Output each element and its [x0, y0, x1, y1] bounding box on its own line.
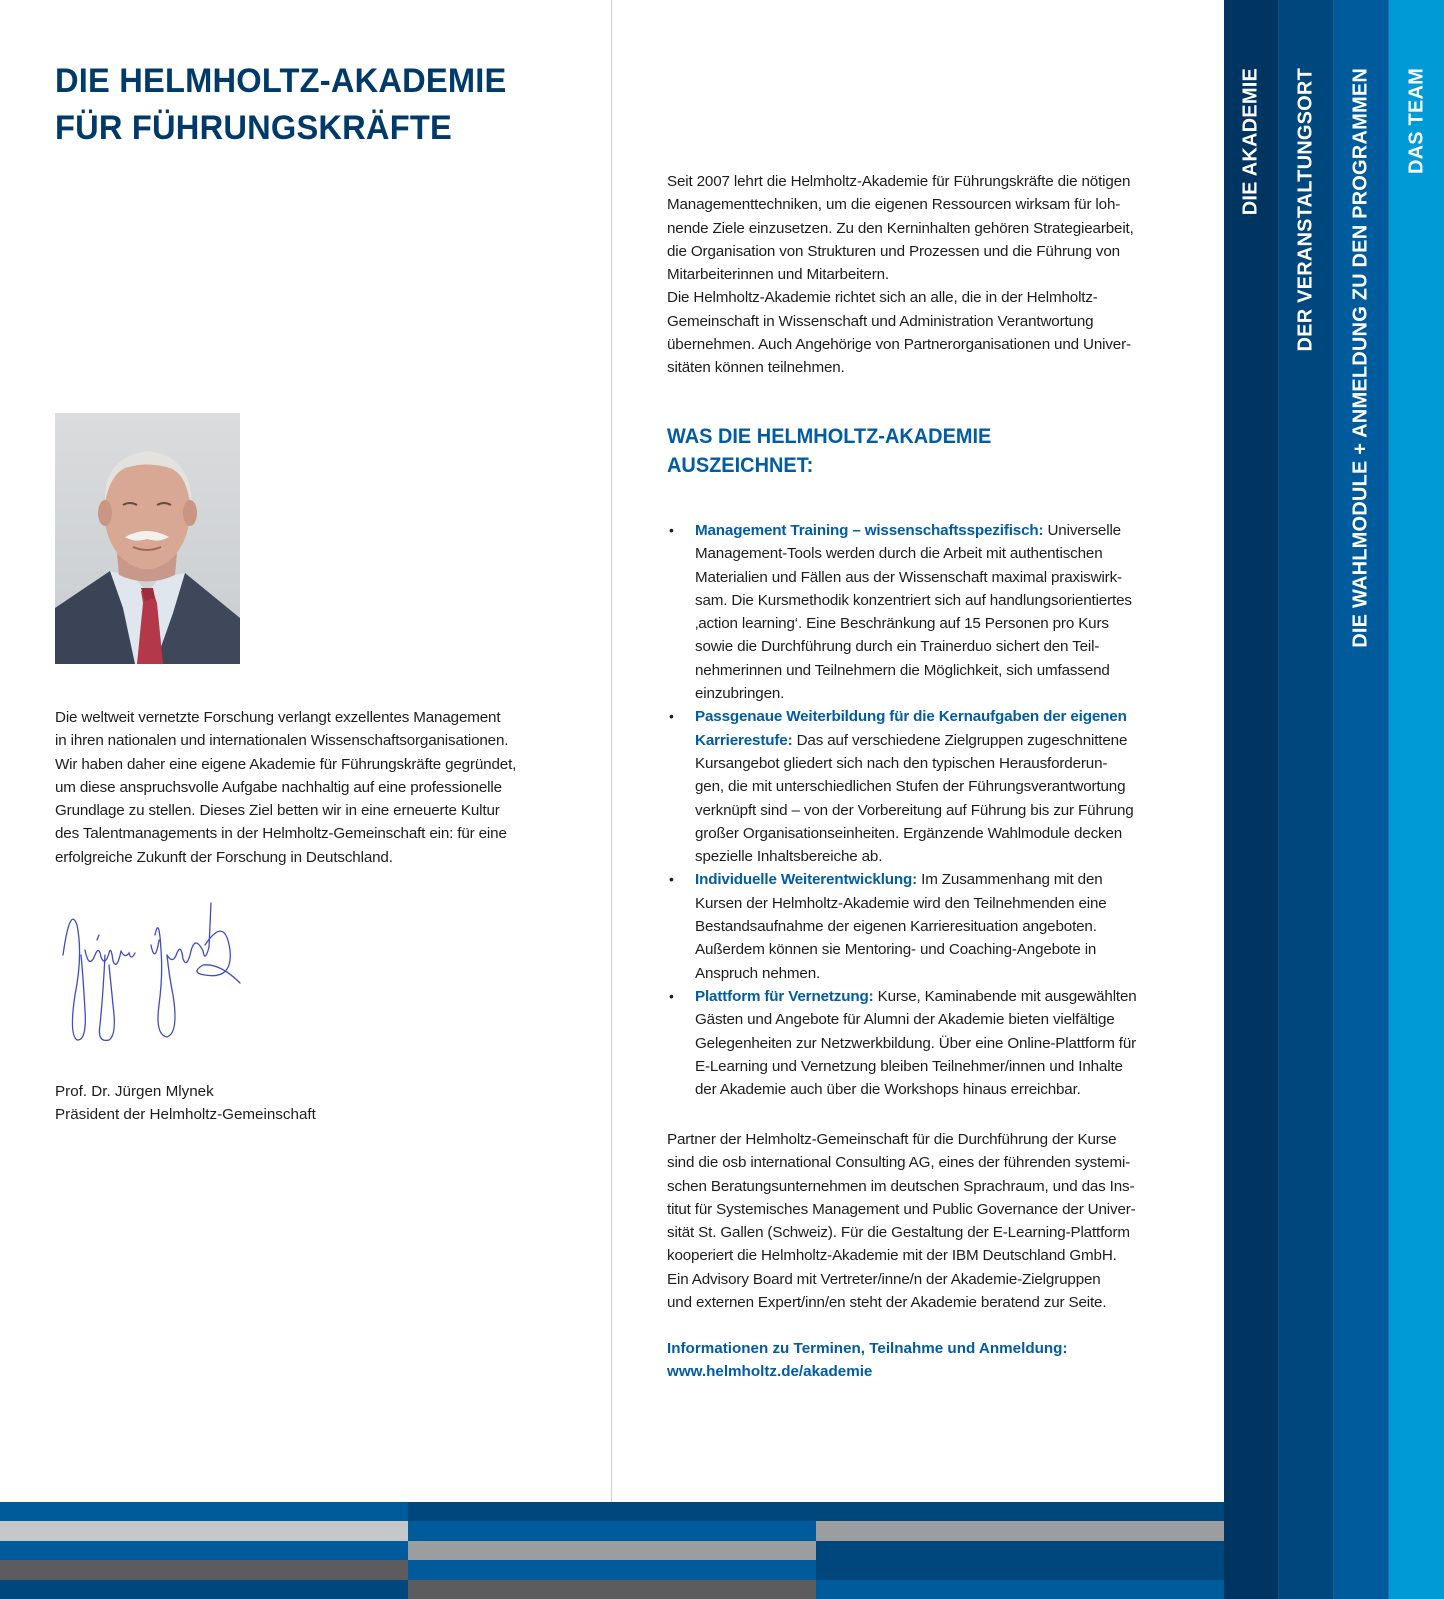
- feature-title: Individuelle Weiterentwicklung:: [695, 871, 918, 889]
- signer-name: Prof. Dr. Jürgen Mlynek: [55, 1083, 214, 1100]
- foreword-line: Grundlage zu stellen. Dieses Ziel betten wir in eine erneuerte Kultur: [55, 802, 500, 820]
- feature-text-line: nehmerinnen und Teilnehmern die Möglichkeit, sich umfassend: [695, 661, 1110, 679]
- feature-text: Im Zusammenhang mit den: [917, 871, 1103, 889]
- section-heading-line-1: WAS DIE HELMHOLTZ-AKADEMIE: [667, 425, 992, 448]
- bullet-icon: •: [669, 987, 674, 1004]
- stripe-column-2: [408, 1502, 816, 1599]
- intro-line: sitäten können teilnehmen.: [667, 359, 845, 377]
- signer-role: Präsident der Helmholtz-Gemeinschaft: [55, 1106, 316, 1124]
- list-item: [667, 519, 1187, 705]
- intro-line: Seit 2007 lehrt die Helmholtz-Akademie für Führungskräfte die nötigen: [667, 173, 1131, 190]
- section-heading-line-2: AUSZEICHNET:: [667, 454, 814, 477]
- academy-website-link[interactable]: www.helmholtz.de/akademie: [667, 1363, 873, 1381]
- page-title-line-1: DIE HELMHOLTZ-AKADEMIE: [55, 62, 507, 100]
- register-tabs: [1224, 0, 1444, 1599]
- page-title-line-2: FÜR FÜHRUNGSKRÄFTE: [55, 109, 452, 147]
- page-title: [55, 58, 573, 152]
- intro-line: übernehmen. Auch Angehörige von Partnerorganisationen und Univer-: [667, 336, 1131, 354]
- list-item: [667, 868, 1187, 984]
- feature-text-line: Kursen der Helmholtz-Akademie wird den Teilnehmenden eine: [695, 894, 1107, 912]
- stripe-column-3: [816, 1502, 1224, 1599]
- foreword-line: um diese anspruchsvolle Aufgabe nachhaltig auf eine professionelle: [55, 778, 502, 796]
- stripe: [816, 1541, 1224, 1560]
- list-item: [667, 705, 1187, 868]
- partner-line: und externen Expert/inn/en steht der Akademie beratend zur Seite.: [667, 1294, 1107, 1312]
- president-foreword: [55, 706, 555, 869]
- stripe: [0, 1502, 408, 1521]
- tab-label: DIE AKADEMIE: [1239, 68, 1262, 216]
- info-block: [667, 1337, 1068, 1384]
- feature-title: Passgenaue Weiterbildung für die Kernaufgaben der eigenen: [695, 708, 1127, 726]
- partner-line: sität St. Gallen (Schweiz). Für die Gestaltung der E-Learning-Plattform: [667, 1224, 1130, 1242]
- feature-text-line: E-Learning und Vernetzung bleiben Teilnehmer/innen und Inhalte: [695, 1057, 1123, 1075]
- feature-text-line: ‚action learning‘. Eine Beschränkung auf 15 Personen pro Kurs: [695, 615, 1109, 633]
- bullet-icon: •: [669, 708, 674, 725]
- feature-text-line: spezielle Inhaltsbereiche ab.: [695, 848, 883, 866]
- intro-line: Mitarbeiterinnen und Mitarbeitern.: [667, 266, 889, 284]
- portrait-image-icon: [55, 413, 240, 664]
- feature-title: Karrierestufe:: [695, 731, 793, 749]
- decorative-stripes: [0, 1502, 1224, 1599]
- partner-line: sind die osb international Consulting AG, eines der führenden systemi-: [667, 1154, 1131, 1172]
- feature-text-line: großer Organisationseinheiten. Ergänzende Wahlmodule decken: [695, 824, 1123, 842]
- intro-line: Gemeinschaft in Wissenschaft und Administration Verantwortung: [667, 312, 1094, 330]
- feature-text-line: der Akademie auch über die Workshops hinaus erreichbar.: [695, 1081, 1081, 1099]
- feature-text-line: sowie die Durchführung durch ein Trainerduo sichert den Teil-: [695, 638, 1100, 656]
- academy-intro: [667, 170, 1172, 380]
- stripe-column-1: [0, 1502, 408, 1599]
- foreword-line: in ihren nationalen und internationalen Wissenschaftsorganisationen.: [55, 732, 509, 750]
- tab-label: DER VERANSTALTUNGSORT: [1294, 68, 1317, 352]
- portrait-photo: [55, 413, 240, 664]
- column-divider: [611, 0, 612, 1502]
- tab-der-veranstaltungsort[interactable]: [1279, 0, 1334, 1599]
- partner-line: schen Beratungsunternehmen im deutschen Sprachraum, und das Ins-: [667, 1177, 1135, 1195]
- feature-text-line: verknüpft sind – von der Vorbereitung auf Führung bis zur Führung: [695, 801, 1134, 819]
- feature-text: Kurse, Kaminabende mit ausgewählten: [873, 987, 1137, 1005]
- feature-title: Management Training – wissenschaftsspezifisch:: [695, 522, 1044, 539]
- feature-text-line: Bestandsaufnahme der eigenen Karrieresituation angeboten.: [695, 918, 1097, 936]
- stripe: [0, 1580, 408, 1599]
- tab-die-akademie[interactable]: [1224, 0, 1279, 1599]
- feature-text-line: gen, die mit unterschiedlichen Stufen der Führungsverantwortung: [695, 778, 1126, 796]
- tab-wahlmodule-anmeldung[interactable]: [1334, 0, 1389, 1599]
- feature-text-line: Gästen und Angebote für Alumni der Akademie bieten vielfältige: [695, 1011, 1115, 1029]
- feature-text-line: Außerdem können sie Mentoring- und Coaching-Angebote in: [695, 941, 1097, 959]
- intro-line: Managementtechniken, um die eigenen Ressourcen wirksam für loh-: [667, 196, 1121, 214]
- intro-line: die Organisation von Strukturen und Prozessen und die Führung von: [667, 242, 1120, 260]
- feature-text-line: Anspruch nehmen.: [695, 964, 821, 982]
- partner-line: kooperiert die Helmholtz-Akademie mit der IBM Deutschland GmbH.: [667, 1247, 1117, 1265]
- foreword-line: Die weltweit vernetzte Forschung verlangt exzellentes Management: [55, 709, 501, 726]
- partner-line: titut für Systemisches Management und Public Governance der Univer-: [667, 1200, 1136, 1218]
- feature-title: Plattform für Vernetzung:: [695, 987, 874, 1005]
- stripe: [408, 1541, 816, 1560]
- stripe: [816, 1521, 1224, 1540]
- feature-text-line: Kursangebot gliedert sich nach den typischen Herausforderun-: [695, 754, 1108, 772]
- tab-label: DAS TEAM: [1405, 68, 1427, 175]
- features-list: [667, 519, 1187, 1101]
- feature-text: Das auf verschiedene Zielgruppen zugeschnittene: [792, 731, 1128, 749]
- feature-text-line: einzubringen.: [695, 685, 785, 703]
- feature-text-line: Materialien und Fällen aus der Wissenschaft maximal praxiswirk-: [695, 568, 1122, 586]
- feature-text-line: sam. Die Kursmethodik konzentriert sich auf handlungsorientiertes: [695, 591, 1132, 609]
- signature-image: [55, 895, 245, 1045]
- intro-line: nende Ziele einzusetzen. Zu den Kerninhalten gehören Strategiearbeit,: [667, 219, 1134, 237]
- foreword-line: Wir haben daher eine eigene Akademie für Führungskräfte gegründet,: [55, 755, 517, 773]
- partner-line: Partner der Helmholtz-Gemeinschaft für die Durchführung der Kurse: [667, 1131, 1117, 1148]
- signer-block: [55, 1080, 316, 1127]
- intro-line: Die Helmholtz-Akademie richtet sich an alle, die in der Helmholtz-: [667, 289, 1098, 307]
- bullet-icon: •: [669, 871, 674, 888]
- tab-das-team[interactable]: [1389, 0, 1444, 1599]
- stripe: [408, 1521, 816, 1540]
- info-label: Informationen zu Terminen, Teilnahme und Anmeldung:: [667, 1340, 1068, 1357]
- stripe: [408, 1502, 816, 1521]
- stripe: [816, 1580, 1224, 1599]
- tab-label: DIE WAHLMODULE + ANMELDUNG ZU DEN PROGRAMMEN: [1349, 68, 1372, 648]
- bullet-icon: •: [669, 522, 674, 538]
- foreword-line: des Talentmanagements in der Helmholtz-Gemeinschaft ein: für eine: [55, 825, 507, 843]
- stripe: [0, 1521, 408, 1540]
- partner-line: Ein Advisory Board mit Vertreter/inne/n der Akademie-Zielgruppen: [667, 1270, 1101, 1288]
- partner-paragraph: [667, 1128, 1187, 1314]
- feature-text-line: Management-Tools werden durch die Arbeit mit authentischen: [695, 545, 1103, 563]
- stripe: [816, 1502, 1224, 1521]
- stripe: [0, 1560, 408, 1579]
- stripe: [0, 1541, 408, 1560]
- feature-text-line: Gelegenheiten zur Netzwerkbildung. Über eine Online-Plattform für: [695, 1034, 1137, 1052]
- stripe: [816, 1560, 1224, 1579]
- stripe: [408, 1580, 816, 1599]
- section-heading: [667, 422, 1142, 480]
- foreword-line: erfolgreiche Zukunft der Forschung in Deutschland.: [55, 848, 393, 866]
- feature-text: Universelle: [1043, 522, 1121, 539]
- stripe: [408, 1560, 816, 1579]
- list-item: [667, 985, 1187, 1101]
- handwritten-signature-icon: [55, 895, 245, 1045]
